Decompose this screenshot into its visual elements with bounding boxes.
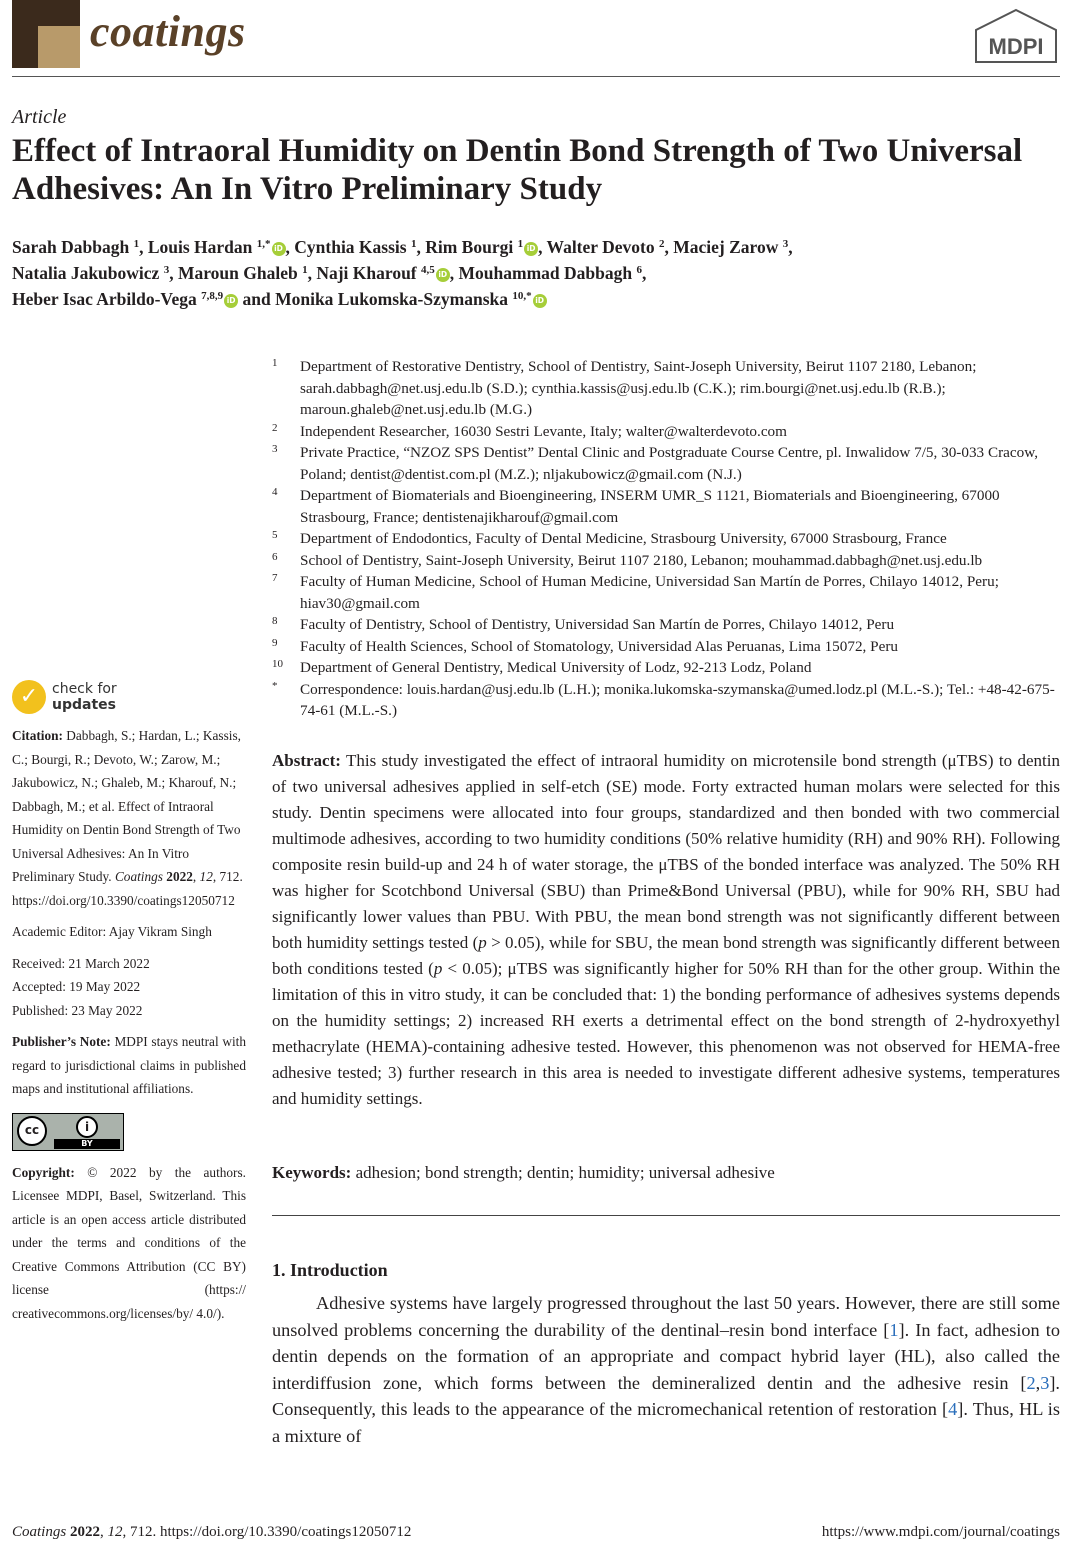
author-affiliation-marker: 3 xyxy=(163,264,170,276)
author-name: Maciej Zarow xyxy=(673,237,779,257)
introduction-heading: 1. Introduction xyxy=(272,1260,388,1280)
affiliation-text: Faculty of Human Medicine, School of Human Medicine, Universidad San Martín de Porres, Chilayo 14012, Peru; hiav30@gmail.com xyxy=(300,573,999,612)
check-updates-label: check for xyxy=(52,681,117,697)
affiliation-text: Private Practice, “NZOZ SPS Dentist” Dental Clinic and Postgraduate Course Centre, pl. Inwalidow 7/5, 30-033 Cracow, Poland; dentist@dentist.com.pl (M.Z.); nljakubowicz@gmail.com (N.J.) xyxy=(300,444,1038,483)
copyright-label: Copyright: xyxy=(12,1164,75,1180)
keywords xyxy=(272,1160,1060,1186)
affiliation-text: Faculty of Dentistry, School of Dentistry, Universidad San Martín de Porres, Chilayo 14012, Peru xyxy=(300,616,895,633)
abstract-p-symbol: p xyxy=(478,933,487,952)
affiliation-text: Department of Restorative Dentistry, School of Dentistry, Saint-Joseph University, Beirut 1107 2180, Lebanon; sarah.dabbagh@net.usj.edu.lb (S.D.); cynthia.kassis@usj.edu.lb (C.K.); rim.bourgi@net.usj.edu.lb (R.B.); maroun.ghaleb@net.usj.edu.lb (M.G.) xyxy=(300,358,977,418)
affiliation-number: 8 xyxy=(272,615,278,627)
received-date: Received: 21 March 2022 xyxy=(12,955,150,971)
keywords-label: Keywords: xyxy=(272,1163,352,1182)
affiliation-number: 3 xyxy=(272,443,278,455)
intro-text-4: ]. Thus, HL is a mixture of xyxy=(272,1399,1061,1446)
abstract-text-3: < 0.05); μTBS was significantly higher for 50% RH than for the other group. Within the limitation of this in vitro study, it can be concluded that: 1) the bonding performance of adhesives systems depends on the humidity settings; 2) increased RH exerts a detrimental effect on the bond strength of 2-hydroxyethyl methacrylate (HEMA)-containing adhesive tested. However, this phenomenon was not observed for HEMA-free adhesive tested; 3) further research in this area is needed to investigate different adhesive systems, temperatures and humidity settings. xyxy=(272,959,1060,1108)
author-affiliation-marker: 7,8,9 xyxy=(201,290,224,302)
header-divider xyxy=(12,76,1060,77)
orcid-icon[interactable]: iD xyxy=(224,294,238,308)
accepted-date: Accepted: 19 May 2022 xyxy=(12,979,141,994)
citation-text: Dabbagh, S.; Hardan, L.; Kassis, C.; Bourgi, R.; Devoto, W.; Zarow, M.; Jakubowicz, N.; Ghaleb, M.; Kharouf, N.; Dabbagh, M.; et al. Effect of Intraoral Humidity on Dentin Bond Strength of Two Universal Adhesives: An In Vitro Preliminary Study. xyxy=(12,728,241,884)
affiliation-item xyxy=(272,528,1062,550)
orcid-icon[interactable]: iD xyxy=(533,294,547,308)
reference-link[interactable]: 4 xyxy=(948,1399,958,1419)
author-name: Rim Bourgi xyxy=(425,237,514,257)
section-divider xyxy=(272,1215,1060,1216)
orcid-icon[interactable]: iD xyxy=(272,242,286,256)
keywords-text: adhesion; bond strength; dentin; humidity; universal adhesive xyxy=(355,1163,775,1182)
author-name: Heber Isac Arbildo-Vega xyxy=(12,289,197,309)
author-affiliation-marker: 2 xyxy=(658,238,665,250)
cc-by-license-badge[interactable] xyxy=(12,1113,124,1151)
author-affiliation-marker: 1 xyxy=(133,238,140,250)
copyright-text: © 2022 by the authors. Licensee MDPI, Basel, Switzerland. This article is an open access article distributed under the terms and conditions of the Creative Commons Attribution (CC BY) license (https:// creativecommons.org/licenses/by/ 4.0/). xyxy=(12,1164,246,1321)
author-affiliation-marker: 1 xyxy=(517,238,524,250)
footer-doi-link[interactable]: , 712. https://doi.org/10.3390/coatings12050712 xyxy=(122,1524,412,1540)
affiliation-text: School of Dentistry, Saint-Joseph University, Beirut 1107 2180, Lebanon; mouhammad.dabbagh@net.usj.edu.lb xyxy=(300,551,983,569)
reference-link[interactable]: 1 xyxy=(889,1319,899,1340)
author-affiliation-marker: 10,* xyxy=(512,290,532,302)
mdpi-logo-text: MDPI xyxy=(988,34,1044,59)
check-for-updates-badge[interactable] xyxy=(12,680,212,716)
check-updates-label-bold: updates xyxy=(52,697,116,713)
abstract-label: Abstract: xyxy=(272,751,341,770)
citation-volume: 12 xyxy=(199,869,213,884)
author-affiliation-marker: 1,* xyxy=(256,238,271,250)
author-name: Naji Kharouf xyxy=(316,263,417,283)
affiliation-item xyxy=(272,421,1062,443)
affiliation-item xyxy=(272,636,1062,658)
citation-journal: Coatings xyxy=(114,869,163,884)
author-affiliation-marker: 4,5 xyxy=(421,264,435,276)
journal-name: coatings xyxy=(90,7,246,56)
author-affiliation-marker: 3 xyxy=(782,238,789,250)
intro-text-1: Adhesive systems have largely progressed throughout the last 50 years. However, there are still some unsolved problems concerning the durability of the dentinal–resin bond interface [ xyxy=(272,1293,1060,1340)
affiliation-number: 1 xyxy=(272,357,278,369)
reference-separator: , xyxy=(1035,1372,1041,1393)
cc-by-label: BY xyxy=(54,1139,120,1149)
sidebar xyxy=(12,724,246,1325)
introduction-paragraph xyxy=(272,1290,1060,1449)
publisher-note-label: Publisher’s Note: xyxy=(12,1034,111,1049)
mdpi-logo xyxy=(972,8,1060,64)
affiliation-text: Faculty of Health Sciences, School of Stomatology, Universidad Alas Peruanas, Lima 15072, Peru xyxy=(300,637,898,655)
affiliation-number: 5 xyxy=(272,529,278,541)
affiliation-item xyxy=(272,657,1062,679)
footer-year: 2022 xyxy=(69,1524,100,1540)
affiliation-number: 2 xyxy=(272,421,278,434)
citation: Citation: Dabbagh, S.; Hardan, L.; Kassis, C.; Bourgi, R.; Devoto, W.; Zarow, M.; Jakubowicz, N.; Ghaleb, M.; Kharouf, N.; Dabbagh, M.; et al. Effect of Intraoral Humidity on Dentin Bond Strength of Two Universal Adhesives: An In Vitro Preliminary Study. Coatings 2022, 12, 712. https://doi.org/10.3390/coatings12050712 xyxy=(12,728,243,908)
publisher-note-text: MDPI stays neutral with regard to jurisdictional claims in published maps and institutional affiliations. xyxy=(12,1034,247,1096)
footer-journal: Coatings xyxy=(12,1524,67,1540)
orcid-icon[interactable]: iD xyxy=(524,242,538,256)
affiliation-item xyxy=(272,442,1062,485)
author-name: Louis Hardan xyxy=(147,237,253,257)
creative-commons-icon: cc xyxy=(17,1116,47,1146)
affiliation-text: Department of General Dentistry, Medical University of Lodz, 92-213 Lodz, Poland xyxy=(300,659,812,676)
abstract-text-2: > 0.05), while for SBU, the mean bond strength was significantly different between both conditions tested ( xyxy=(272,933,1060,978)
author-list: Sarah Dabbagh $^1$, Louis Hardan $^{1,*}$ iD , Cynthia Kassis $^1$, Rim Bourgi $^1$ iD , Walter Devoto $^2$, Maciej Zarow $^3$, Natalia Jakubowicz $^3$, Maroun Ghaleb $^1$, Naji Kharouf $^{4,5}$ iD , Mouhammad Dabbagh $^6$, Heber Isac Arbildo-Vega $^{7,8,9}$ iD and Monika Lukomska-Szymanska $^{10,*}$ iD xyxy=(12,237,793,309)
publisher-note xyxy=(12,1030,246,1101)
article-title: Effect of Intraoral Humidity on Dentin Bond Strength of Two Universal Adhesives: An In Vitro Preliminary Study xyxy=(12,133,1023,207)
attribution-person-icon: i xyxy=(76,1116,98,1138)
affiliation-text: Correspondence: louis.hardan@usj.edu.lb (L.H.); monika.lukomska-szymanska@umed.lodz.pl (M.L.-S.); Tel.: +48-42-675-74-61 (M.L.-S.) xyxy=(300,680,1055,719)
checkmark-icon: ✓ xyxy=(12,680,46,714)
footer-journal-url[interactable]: https://www.mdpi.com/journal/coatings xyxy=(821,1524,1060,1540)
citation-doi-link[interactable]: 712. https://doi.org/10.3390/coatings12050712 xyxy=(12,869,243,908)
citation-year: 2022 xyxy=(166,869,193,884)
author-affiliation-marker: 1 xyxy=(410,238,417,250)
journal-logo xyxy=(12,0,80,68)
affiliation-number: 6 xyxy=(272,550,278,563)
author-name: Mouhammad Dabbagh xyxy=(458,263,633,283)
published-date: Published: 23 May 2022 xyxy=(12,1002,143,1018)
author-name: Sarah Dabbagh xyxy=(12,237,130,257)
author-name: Cynthia Kassis xyxy=(294,237,407,257)
footer-volume: 12 xyxy=(107,1524,123,1540)
affiliations xyxy=(272,356,1062,722)
affiliation-number: 10 xyxy=(272,658,283,670)
intro-text-3: ]. Consequently, this leads to the appearance of the micromechanical retention of restoration [ xyxy=(272,1372,1060,1419)
author-name: Walter Devoto xyxy=(546,237,655,257)
citation-label: Citation: xyxy=(12,728,63,743)
author-name: Natalia Jakubowicz xyxy=(12,263,160,283)
author-joiner: and xyxy=(242,289,271,309)
reference-link[interactable]: 3 xyxy=(1040,1372,1050,1393)
affiliation-item xyxy=(272,571,1062,614)
affiliation-number: 9 xyxy=(272,636,278,649)
abstract xyxy=(272,748,1060,1112)
reference-link[interactable]: 2 xyxy=(1026,1372,1036,1393)
abstract-text-1: This study investigated the effect of intraoral humidity on microtensile bond strength (μTBS) to dentin of two universal adhesives applied in self-etch (SE) mode. Forty extracted human molars were selected for this study. Dentin specimens were allocated into four groups, standardized and then bonded with two commercial multimode adhesives, according to two humidity conditions (50% relative humidity (RH) and 90% RH). Following composite resin build-up and 24 h of water storage, the μTBS of the bonded interface was analyzed. The 50% RH was higher for Scotchbond Universal (SBU) than Prime&Bond Universal (PBU), while for 90% RH, SBU had significantly lower values than PBU. With PBU, the mean bond strength was not significantly different between both humidity settings tested ( xyxy=(272,751,1060,952)
abstract-p-symbol: p xyxy=(433,959,443,978)
affiliation-text: Department of Endodontics, Faculty of Dental Medicine, Strasbourg University, 67000 Strasbourg, France xyxy=(300,530,947,547)
orcid-icon[interactable]: iD xyxy=(436,268,450,282)
affiliation-item xyxy=(272,550,1062,572)
affiliation-number: * xyxy=(272,679,278,692)
affiliation-text: Department of Biomaterials and Bioengineering, INSERM UMR_S 1121, Biomaterials and Bioengineering, 67000 Strasbourg, France; dentistenajikharouf@gmail.com xyxy=(300,487,1000,526)
author-name: Monika Lukomska-Szymanska xyxy=(275,289,508,309)
affiliation-number: 7 xyxy=(272,572,278,584)
copyright xyxy=(12,1161,246,1326)
author-affiliation-marker: 1 xyxy=(302,264,308,276)
author-name: Maroun Ghaleb xyxy=(177,263,298,283)
affiliation-item xyxy=(272,614,1062,636)
affiliation-text: Independent Researcher, 16030 Sestri Levante, Italy; walter@walterdevoto.com xyxy=(300,422,787,440)
article-type: Article xyxy=(12,106,67,128)
affiliation-number: 4 xyxy=(272,486,278,498)
affiliation-item xyxy=(272,679,1062,722)
intro-text-2: ]. In fact, adhesion to dentin depends on the formation of an appropriate and compact hybrid layer (HL), also called the interdiffusion zone, which forms between the demineralized dentin and the adhesive resin [ xyxy=(272,1319,1060,1393)
author-affiliation-marker: 6 xyxy=(636,264,642,276)
academic-editor: Academic Editor: Ajay Vikram Singh xyxy=(12,924,212,939)
footer-citation: Coatings 2022, 12, 712. https://doi.org/10.3390/coatings12050712 xyxy=(12,1524,412,1540)
affiliation-item xyxy=(272,485,1062,528)
affiliation-item xyxy=(272,356,1062,421)
